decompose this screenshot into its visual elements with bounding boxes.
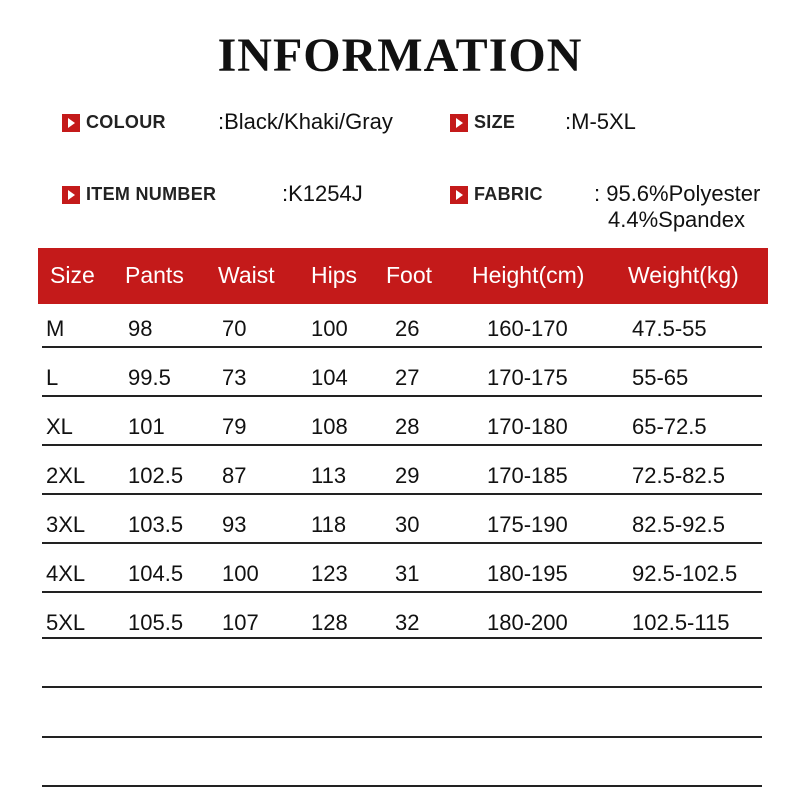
play-marker-icon (450, 186, 468, 204)
row-divider (42, 542, 762, 544)
cell-pants: 101 (128, 414, 165, 439)
cell-waist: 107 (222, 610, 259, 635)
row-divider (42, 591, 762, 593)
fabric-label: FABRIC (474, 184, 543, 204)
row-divider (42, 637, 762, 639)
cell-waist: 100 (222, 561, 259, 586)
row-divider (42, 444, 762, 446)
cell-foot: 26 (395, 316, 420, 341)
cell-size: 3XL (46, 512, 86, 537)
table-header (38, 248, 768, 304)
cell-waist: 87 (222, 463, 247, 488)
cell-waist: 79 (222, 414, 247, 439)
table-row (0, 406, 800, 455)
cell-hips: 118 (311, 512, 347, 537)
cell-size: XL (46, 414, 73, 439)
cell-weight: 65-72.5 (632, 414, 707, 439)
row-divider (42, 493, 762, 495)
cell-pants: 102.5 (128, 463, 184, 488)
cell-height: 170-185 (487, 463, 568, 488)
cell-pants: 104.5 (128, 561, 184, 586)
header-waist: Waist (218, 262, 275, 288)
cell-height: 160-170 (487, 316, 568, 341)
cell-waist: 70 (222, 316, 247, 341)
play-marker-icon (450, 114, 468, 132)
row-divider (42, 346, 762, 348)
header-foot: Foot (386, 262, 433, 288)
page-title: INFORMATION (217, 29, 583, 82)
cell-weight: 82.5-92.5 (632, 512, 725, 537)
cell-hips: 100 (311, 316, 348, 341)
cell-foot: 32 (395, 610, 420, 635)
cell-height: 170-180 (487, 414, 568, 439)
row-divider (42, 785, 762, 787)
cell-pants: 103.5 (128, 512, 184, 537)
cell-hips: 108 (311, 414, 348, 439)
table-row (0, 602, 800, 651)
header-pants: Pants (125, 262, 184, 288)
row-divider (42, 736, 762, 738)
cell-waist: 73 (222, 365, 247, 390)
cell-height: 180-200 (487, 610, 568, 635)
cell-height: 175-190 (487, 512, 568, 537)
cell-size: L (46, 365, 59, 390)
fabric-value: : 95.6%Polyester (594, 181, 761, 206)
table-row (0, 553, 800, 602)
cell-size: M (46, 316, 65, 341)
cell-weight: 55-65 (632, 365, 689, 390)
cell-height: 180-195 (487, 561, 568, 586)
header-height: Height(cm) (472, 262, 585, 288)
colour-label: COLOUR (86, 112, 166, 132)
table-row (0, 504, 800, 553)
table-row (0, 455, 800, 504)
cell-weight: 47.5-55 (632, 316, 707, 341)
cell-foot: 28 (395, 414, 420, 439)
cell-foot: 29 (395, 463, 420, 488)
cell-foot: 30 (395, 512, 420, 537)
size-value: :M-5XL (565, 109, 636, 134)
info-colour (62, 112, 166, 133)
cell-size: 4XL (46, 561, 86, 586)
fabric-value-2: 4.4%Spandex (608, 207, 745, 232)
cell-foot: 27 (395, 365, 420, 390)
info-item-number (62, 184, 216, 205)
cell-pants: 105.5 (128, 610, 184, 635)
cell-weight: 102.5-115 (632, 610, 730, 635)
cell-weight: 72.5-82.5 (632, 463, 725, 488)
table-row (0, 357, 800, 406)
cell-hips: 113 (311, 463, 347, 488)
item-number-label: ITEM NUMBER (86, 184, 217, 204)
row-divider (42, 686, 762, 688)
play-marker-icon (62, 114, 80, 132)
cell-height: 170-175 (487, 365, 568, 390)
table-row (0, 308, 800, 357)
cell-hips: 104 (311, 365, 348, 390)
cell-weight: 92.5-102.5 (632, 561, 738, 586)
header-size: Size (50, 262, 95, 288)
info-fabric (450, 184, 543, 205)
cell-waist: 93 (222, 512, 247, 537)
cell-pants: 99.5 (128, 365, 171, 390)
cell-hips: 128 (311, 610, 348, 635)
header-weight: Weight(kg) (628, 262, 739, 288)
cell-hips: 123 (311, 561, 348, 586)
size-label: SIZE (474, 112, 516, 132)
play-marker-icon (62, 186, 80, 204)
cell-size: 5XL (46, 610, 86, 635)
cell-size: 2XL (46, 463, 86, 488)
cell-foot: 31 (395, 561, 420, 586)
info-size (450, 112, 515, 133)
header-hips: Hips (311, 262, 358, 288)
cell-pants: 98 (128, 316, 153, 341)
colour-value: :Black/Khaki/Gray (218, 109, 393, 134)
item-number-value: :K1254J (282, 181, 363, 206)
row-divider (42, 395, 762, 397)
